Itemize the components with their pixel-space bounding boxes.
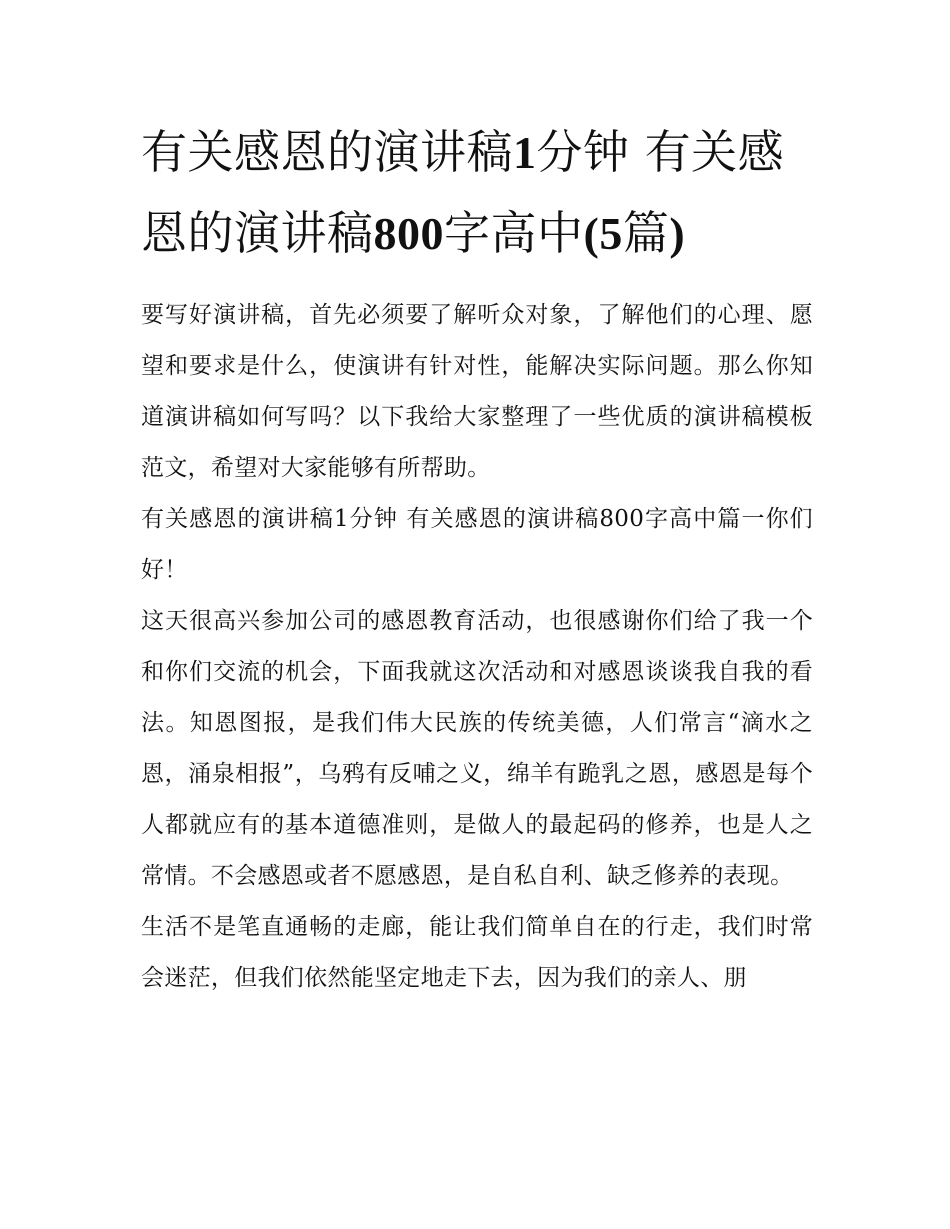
document-title: 有关感恩的演讲稿1分钟 有关感恩的演讲稿800字高中(5篇) <box>141 125 785 260</box>
document-body <box>141 112 813 1004</box>
intro-paragraph: 要写好演讲稿，首先必须要了解听众对象，了解他们的心理、愿望和要求是什么，使演讲有针对性，能解决实际问题。那么你知道演讲稿如何写吗？以下我给大家整理了一些优质的演讲稿模板范文，希望对大家能够有所帮助。 <box>141 302 813 481</box>
body-paragraph: 这天很高兴参加公司的感恩教育活动，也很感谢你们给了我一个和你们交流的机会，下面我就这次活动和对感恩谈谈我自我的看法。知恩图报，是我们伟大民族的传统美德，人们常言“滴水之恩，涌泉相报”，乌鸦有反哺之义，绵羊有跪乳之恩，感恩是每个人都就应有的基本道德准则，是做人的最起码的修养，也是人之常情。不会感恩或者不愿感恩，是自私自利、缺乏修养的表现。 <box>141 608 813 889</box>
section-heading-paragraph: 有关感恩的演讲稿1分钟 有关感恩的演讲稿800字高中篇一你们好！ <box>141 506 813 583</box>
body-paragraph-continued: 生活不是笔直通畅的走廊，能让我们简单自在的行走，我们时常会迷茫，但我们依然能坚定地走下去，因为我们的亲人、朋 <box>141 914 813 991</box>
